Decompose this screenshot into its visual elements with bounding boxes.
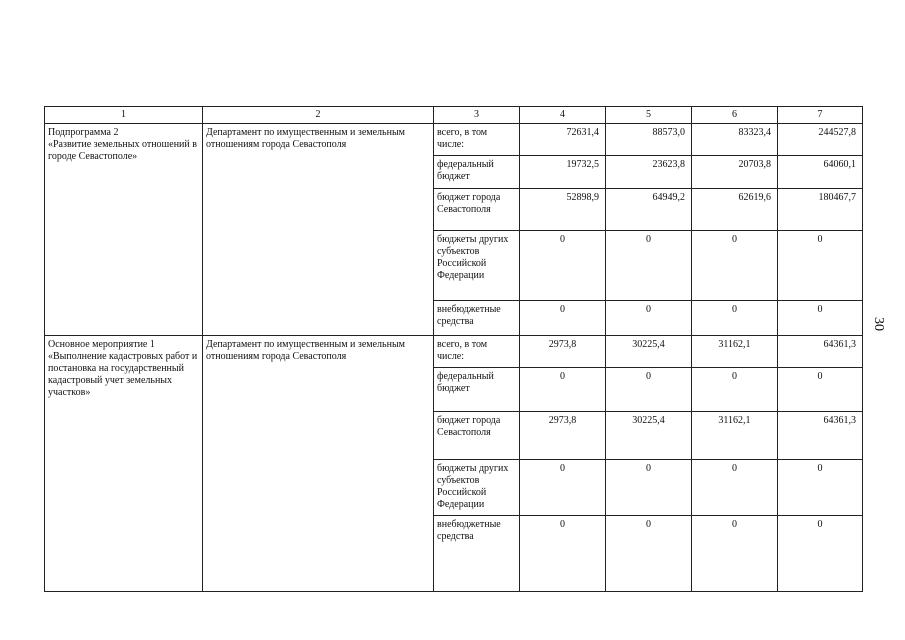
header-cell: 1 [45, 107, 203, 124]
executor-cell: Департамент по имущественным и земельным отношениям города Севастополя [203, 124, 434, 336]
value-cell: 20703,8 [692, 156, 778, 189]
source-cell: бюджеты других субъектов Российской Федерации [434, 231, 520, 301]
value-cell: 0 [520, 516, 606, 592]
value-cell: 23623,8 [606, 156, 692, 189]
value-cell: 83323,4 [692, 124, 778, 156]
source-cell: внебюджетные средства [434, 516, 520, 592]
value-cell: 0 [692, 516, 778, 592]
value-cell: 2973,8 [520, 412, 606, 460]
value-cell: 2973,8 [520, 336, 606, 368]
header-row [45, 107, 863, 124]
value-cell: 0 [606, 516, 692, 592]
value-cell: 0 [692, 301, 778, 336]
value-cell: 64060,1 [778, 156, 863, 189]
value-cell: 244527,8 [778, 124, 863, 156]
table-row [45, 336, 863, 368]
table-row [45, 124, 863, 156]
value-cell: 0 [692, 231, 778, 301]
value-cell: 0 [520, 301, 606, 336]
value-cell: 0 [778, 301, 863, 336]
value-cell: 62619,6 [692, 189, 778, 231]
budget-table [44, 106, 863, 592]
page-number: 30 [871, 317, 886, 331]
value-cell: 30225,4 [606, 336, 692, 368]
value-cell: 0 [606, 368, 692, 412]
value-cell: 64949,2 [606, 189, 692, 231]
source-cell: бюджет города Севастополя [434, 412, 520, 460]
value-cell: 19732,5 [520, 156, 606, 189]
value-cell: 0 [692, 460, 778, 516]
header-cell: 2 [203, 107, 434, 124]
value-cell: 0 [520, 368, 606, 412]
value-cell: 0 [778, 368, 863, 412]
value-cell: 88573,0 [606, 124, 692, 156]
source-cell: внебюджетные средства [434, 301, 520, 336]
value-cell: 64361,3 [778, 336, 863, 368]
value-cell: 64361,3 [778, 412, 863, 460]
value-cell: 30225,4 [606, 412, 692, 460]
executor-cell: Департамент по имущественным и земельным отношениям города Севастополя [203, 336, 434, 592]
value-cell: 0 [778, 231, 863, 301]
source-cell: федеральный бюджет [434, 368, 520, 412]
value-cell: 31162,1 [692, 336, 778, 368]
value-cell: 31162,1 [692, 412, 778, 460]
value-cell: 0 [520, 231, 606, 301]
header-cell: 6 [692, 107, 778, 124]
value-cell: 72631,4 [520, 124, 606, 156]
program-cell: Подпрограмма 2 «Развитие земельных отношений в городе Севастополе» [45, 124, 203, 336]
value-cell: 0 [692, 368, 778, 412]
header-cell: 5 [606, 107, 692, 124]
value-cell: 52898,9 [520, 189, 606, 231]
source-cell: бюджет города Севастополя [434, 189, 520, 231]
program-cell: Основное мероприятие 1 «Выполнение кадастровых работ и постановка на государственный кадастровый учет земельных участков» [45, 336, 203, 592]
source-cell: бюджеты других субъектов Российской Федерации [434, 460, 520, 516]
value-cell: 0 [778, 516, 863, 592]
value-cell: 0 [606, 460, 692, 516]
value-cell: 180467,7 [778, 189, 863, 231]
source-cell: федеральный бюджет [434, 156, 520, 189]
value-cell: 0 [606, 231, 692, 301]
source-cell: всего, в том числе: [434, 336, 520, 368]
value-cell: 0 [520, 460, 606, 516]
value-cell: 0 [778, 460, 863, 516]
value-cell: 0 [606, 301, 692, 336]
header-cell: 3 [434, 107, 520, 124]
header-cell: 7 [778, 107, 863, 124]
header-cell: 4 [520, 107, 606, 124]
source-cell: всего, в том числе: [434, 124, 520, 156]
